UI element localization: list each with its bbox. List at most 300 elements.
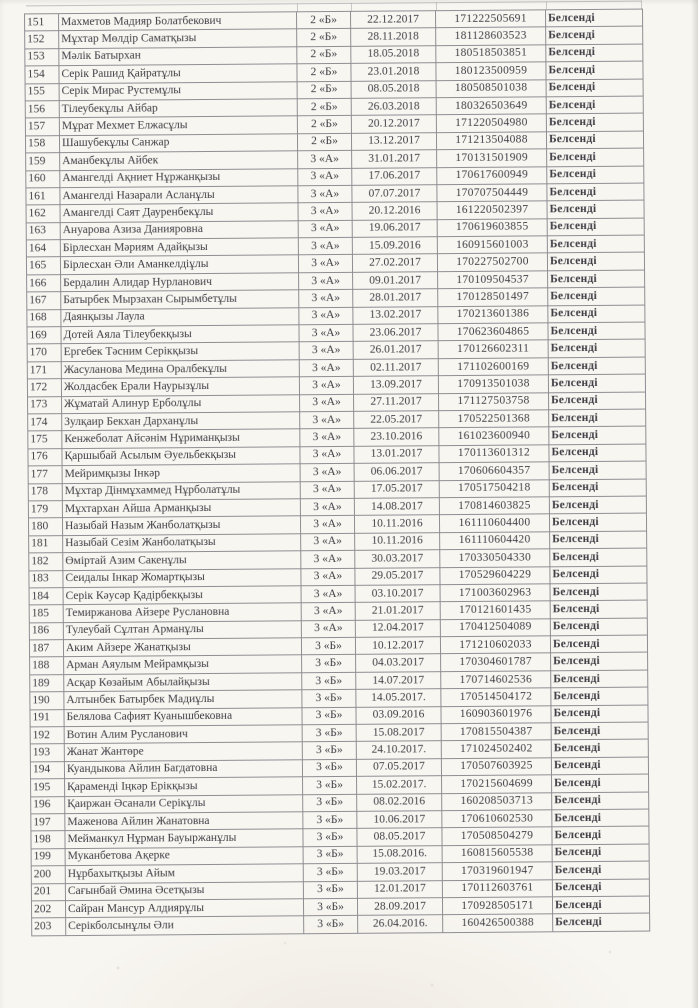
birthdate-cell: 18.05.2018	[351, 45, 436, 63]
birthdate-cell: 28.01.2017	[353, 289, 438, 307]
row-number-cell: 186	[29, 622, 63, 640]
row-number-cell: 189	[30, 674, 64, 692]
status-cell: Белсенді	[549, 426, 646, 444]
status-cell: Белсенді	[548, 287, 645, 305]
class-cell: 3 «А»	[299, 272, 353, 290]
class-cell: 3 «А»	[299, 307, 353, 325]
student-name-cell: Мұрат Мехмет Елжасұлы	[59, 116, 297, 135]
student-name-cell: Серікболсынұлы Әли	[66, 916, 304, 935]
student-name-cell: Аким Айзере Жанатқызы	[63, 638, 301, 657]
class-cell: 2 «Б»	[297, 81, 351, 99]
iin-number-cell: 170508504279	[442, 827, 552, 845]
student-name-cell: Бірлесхан Әли Аманкелдіұлы	[60, 255, 298, 274]
row-number-cell: 177	[28, 466, 62, 484]
class-cell: 2 «Б»	[297, 46, 351, 64]
student-name-cell: Амангелді Назарали Асланұлы	[60, 186, 298, 205]
student-name-cell: Амангелді Саят Дауренбекұлы	[60, 203, 298, 222]
status-cell: Белсенді	[547, 183, 644, 201]
student-name-cell: Куандыкова Айлин Багдатовна	[64, 760, 302, 779]
row-number-cell: 155	[25, 83, 59, 101]
row-number-cell: 171	[27, 361, 61, 379]
status-cell: Белсенді	[550, 548, 647, 566]
iin-number-cell: 170112603761	[442, 879, 552, 897]
birthdate-cell: 08.05.2018	[351, 80, 436, 98]
row-number-cell: 172	[27, 379, 61, 397]
student-name-cell: Асқар Көзайым Абылайқызы	[64, 673, 302, 692]
class-cell: 3 «А»	[301, 533, 355, 551]
row-number-cell: 199	[31, 848, 65, 866]
iin-number-cell: 170121601435	[440, 601, 550, 619]
birthdate-cell: 09.01.2017	[353, 272, 438, 290]
status-cell: Белсенді	[552, 809, 649, 827]
iin-number-cell: 170507603925	[441, 758, 551, 776]
status-cell: Белсенді	[549, 513, 646, 531]
row-number-cell: 181	[29, 535, 63, 553]
birthdate-cell: 26.04.2016.	[358, 915, 443, 933]
status-cell: Белсенді	[548, 339, 645, 357]
iin-number-cell: 161220502397	[437, 201, 547, 219]
iin-number-cell: 171003602963	[440, 584, 550, 602]
row-number-cell: 157	[25, 118, 59, 136]
student-name-cell: Ергебек Тәсним Серікқызы	[61, 342, 299, 361]
class-cell: 3 «Б»	[303, 829, 357, 847]
class-cell: 3 «Б»	[302, 759, 356, 777]
status-cell: Белсенді	[546, 79, 643, 97]
birthdate-cell: 23.10.2016	[354, 428, 439, 446]
row-number-cell: 191	[30, 709, 64, 727]
birthdate-cell: 03.10.2017	[355, 585, 440, 603]
status-cell: Белсенді	[551, 687, 648, 705]
class-cell: 3 «А»	[301, 585, 355, 603]
birthdate-cell: 20.12.2017	[351, 115, 436, 133]
status-cell: Белсенді	[551, 705, 648, 723]
student-name-cell: Алтынбек Батырбек Мадиұлы	[64, 690, 302, 709]
row-number-cell: 162	[26, 205, 60, 223]
status-cell: Белсенді	[551, 757, 648, 775]
iin-number-cell: 170126602311	[438, 340, 548, 358]
class-cell: 3 «А»	[300, 411, 354, 429]
status-cell: Белсенді	[546, 113, 643, 131]
status-cell: Белсенді	[552, 896, 649, 914]
row-number-cell: 185	[29, 605, 63, 623]
iin-number-cell: 170514504172	[441, 688, 551, 706]
iin-number-cell: 170913501038	[438, 375, 548, 393]
class-cell: 3 «Б»	[302, 707, 356, 725]
birthdate-cell: 08.05.2017	[357, 828, 442, 846]
class-cell: 3 «А»	[300, 446, 354, 464]
birthdate-cell: 23.01.2018	[351, 63, 436, 81]
iin-number-cell: 161110604400	[439, 514, 549, 532]
status-cell: Белсенді	[552, 879, 649, 897]
birthdate-cell: 14.07.2017	[356, 672, 441, 690]
class-cell: 3 «Б»	[303, 846, 357, 864]
iin-number-cell: 180508501038	[436, 79, 546, 97]
birthdate-cell: 10.12.2017	[355, 637, 440, 655]
student-table-body	[25, 9, 650, 936]
birthdate-cell: 26.03.2018	[351, 98, 436, 116]
iin-number-cell: 170128501497	[438, 288, 548, 306]
status-cell: Белсенді	[550, 583, 647, 601]
row-number-cell: 192	[30, 727, 64, 745]
student-name-cell: Амангелді Ақниет Нұржанқызы	[60, 168, 298, 187]
birthdate-cell: 02.11.2017	[353, 358, 438, 376]
iin-number-cell: 180518503851	[436, 45, 546, 63]
status-cell: Белсенді	[547, 235, 644, 253]
status-cell: Белсенді	[545, 9, 642, 27]
birthdate-cell: 10.06.2017	[357, 811, 442, 829]
birthdate-cell: 08.02.2016	[357, 793, 442, 811]
birthdate-cell: 14.08.2017	[354, 498, 439, 516]
iin-number-cell: 180326503649	[436, 97, 546, 115]
status-cell: Белсенді	[550, 635, 647, 653]
status-cell: Белсенді	[549, 409, 646, 427]
student-name-cell: Серік Рашид Қайратұлы	[59, 64, 297, 83]
status-cell: Белсенді	[549, 461, 646, 479]
class-cell: 3 «Б»	[303, 811, 357, 829]
birthdate-cell: 14.05.2017.	[356, 689, 441, 707]
previous-row-divider-remnant	[297, 3, 298, 11]
birthdate-cell: 19.06.2017	[352, 219, 437, 237]
student-name-cell: Өміртай Азим Сакенұлы	[63, 551, 301, 570]
class-cell: 3 «Б»	[303, 863, 357, 881]
status-cell: Белсенді	[549, 479, 646, 497]
student-name-cell: Бердалин Алидар Нурланович	[61, 273, 299, 292]
status-cell: Белсенді	[547, 253, 644, 271]
status-cell: Белсенді	[548, 270, 645, 288]
student-name-cell: Дотей Аяла Тілеубекқызы	[61, 325, 299, 344]
birthdate-cell: 17.06.2017	[352, 167, 437, 185]
row-number-cell: 153	[25, 48, 59, 66]
iin-number-cell: 161023600940	[439, 427, 549, 445]
iin-number-cell: 170113601312	[439, 445, 549, 463]
birthdate-cell: 28.11.2018	[351, 28, 436, 46]
iin-number-cell: 170412504089	[440, 618, 550, 636]
status-cell: Белсенді	[550, 566, 647, 584]
student-name-cell: Серік Кәусәр Қадірбекқызы	[63, 586, 301, 605]
birthdate-cell: 26.01.2017	[353, 341, 438, 359]
status-cell: Белсенді	[546, 44, 643, 62]
birthdate-cell: 24.10.2017.	[356, 741, 441, 759]
status-cell: Белсенді	[551, 739, 648, 757]
row-number-cell: 174	[28, 414, 62, 432]
birthdate-cell: 15.08.2017	[356, 724, 441, 742]
class-cell: 3 «А»	[301, 568, 355, 586]
birthdate-cell: 03.09.2016	[356, 706, 441, 724]
student-name-cell: Мәлік Батырхан	[59, 47, 297, 66]
birthdate-cell: 30.03.2017	[355, 550, 440, 568]
iin-number-cell: 170928505171	[442, 897, 552, 915]
iin-number-cell: 170330504330	[440, 549, 550, 567]
status-cell: Белсенді	[550, 618, 647, 636]
row-number-cell: 187	[29, 640, 63, 658]
status-cell: Белсенді	[552, 826, 649, 844]
birthdate-cell: 22.05.2017	[354, 411, 439, 429]
iin-number-cell: 170707504449	[437, 184, 547, 202]
iin-number-cell: 171102600169	[438, 358, 548, 376]
iin-number-cell: 170617600949	[437, 166, 547, 184]
row-number-cell: 183	[29, 570, 63, 588]
student-name-cell: Арман Аяулым Мейрамқызы	[64, 655, 302, 674]
status-cell: Белсенді	[550, 531, 647, 549]
birthdate-cell: 13.09.2017	[353, 376, 438, 394]
status-cell: Белсенді	[553, 913, 650, 931]
iin-number-cell: 170304601787	[441, 653, 551, 671]
class-cell: 2 «Б»	[297, 98, 351, 116]
student-name-cell: Мұхтархан Айша Арманқызы	[62, 499, 300, 518]
student-name-cell: Жанат Жантөре	[64, 742, 302, 761]
iin-number-cell: 170109504537	[438, 271, 548, 289]
row-number-cell: 202	[31, 901, 65, 919]
birthdate-cell: 23.06.2017	[353, 324, 438, 342]
iin-number-cell: 171127503758	[439, 392, 549, 410]
birthdate-cell: 07.07.2017	[352, 185, 437, 203]
birthdate-cell: 15.09.2016	[352, 237, 437, 255]
iin-number-cell: 160208503713	[442, 792, 552, 810]
status-cell: Белсенді	[547, 200, 644, 218]
student-name-cell: Батырбек Мырзахан Сырымбетұлы	[61, 290, 299, 309]
student-name-cell: Жолдасбек Ерали Наурызұлы	[61, 377, 299, 396]
status-cell: Белсенді	[548, 357, 645, 375]
scanned-table-region	[24, 9, 649, 937]
row-number-cell: 173	[28, 396, 62, 414]
status-cell: Белсенді	[549, 496, 646, 514]
iin-number-cell: 170131501909	[437, 149, 547, 167]
status-cell: Белсенді	[551, 653, 648, 671]
class-cell: 3 «А»	[300, 429, 354, 447]
class-cell: 3 «Б»	[304, 916, 358, 934]
birthdate-cell: 07.05.2017	[356, 758, 441, 776]
birthdate-cell: 22.12.2017	[351, 11, 436, 29]
row-number-cell: 179	[28, 501, 62, 519]
birthdate-cell: 10.11.2016	[354, 515, 439, 533]
status-cell: Белсенді	[548, 322, 645, 340]
class-cell: 3 «А»	[300, 394, 354, 412]
status-cell: Белсенді	[546, 61, 643, 79]
student-name-cell: Сағынбай Әмина Әсетқызы	[65, 881, 303, 900]
row-number-cell: 193	[30, 744, 64, 762]
student-name-cell: Бірлесхан Мәриям Адайқызы	[60, 238, 298, 257]
birthdate-cell: 15.08.2016.	[357, 845, 442, 863]
previous-row-bottom-border-remnant	[26, 1, 642, 7]
status-cell: Белсенді	[551, 722, 648, 740]
iin-number-cell: 161110604420	[440, 532, 550, 550]
row-number-cell: 168	[27, 309, 61, 327]
birthdate-cell: 17.05.2017	[354, 480, 439, 498]
row-number-cell: 182	[29, 553, 63, 571]
class-cell: 2 «Б»	[297, 133, 351, 151]
student-name-cell: Мейримқызы Інкәр	[62, 464, 300, 483]
class-cell: 3 «А»	[301, 550, 355, 568]
status-cell: Белсенді	[552, 844, 649, 862]
student-name-cell: Жасуланова Медина Оралбекұлы	[61, 360, 299, 379]
iin-number-cell: 171222505691	[436, 10, 546, 28]
class-cell: 3 «Б»	[302, 690, 356, 708]
row-number-cell: 178	[28, 483, 62, 501]
row-number-cell: 180	[28, 518, 62, 536]
status-cell: Белсенді	[550, 600, 647, 618]
iin-number-cell: 160915601003	[437, 236, 547, 254]
row-number-cell: 166	[27, 275, 61, 293]
row-number-cell: 160	[26, 170, 60, 188]
class-cell: 3 «Б»	[303, 881, 357, 899]
iin-number-cell: 170610602530	[442, 810, 552, 828]
row-number-cell: 197	[31, 814, 65, 832]
student-name-cell: Маженова Айлин Жанатовна	[65, 812, 303, 831]
previous-row-right-border-remnant	[641, 1, 642, 9]
iin-number-cell: 170319601947	[442, 862, 552, 880]
iin-number-cell: 170814603825	[439, 497, 549, 515]
student-name-cell: Ануарова Азиза Данияровна	[60, 220, 298, 239]
class-cell: 3 «А»	[299, 377, 353, 395]
birthdate-cell: 27.11.2017	[354, 393, 439, 411]
iin-number-cell: 170623604865	[438, 323, 548, 341]
class-cell: 3 «А»	[300, 464, 354, 482]
row-number-cell: 152	[25, 31, 59, 49]
class-cell: 3 «А»	[300, 516, 354, 534]
status-cell: Белсенді	[548, 374, 645, 392]
status-cell: Белсенді	[549, 392, 646, 410]
previous-row-divider-remnant	[436, 2, 437, 10]
class-cell: 3 «А»	[299, 342, 353, 360]
status-cell: Белсенді	[549, 444, 646, 462]
class-cell: 3 «А»	[299, 324, 353, 342]
status-cell: Белсенді	[552, 792, 649, 810]
iin-number-cell: 160815605538	[442, 845, 552, 863]
status-cell: Белсенді	[552, 774, 649, 792]
row-number-cell: 195	[31, 779, 65, 797]
student-name-cell: Қараменді Іңкәр Ерікқызы	[65, 777, 303, 796]
row-number-cell: 194	[30, 761, 64, 779]
status-cell: Белсенді	[546, 96, 643, 114]
iin-number-cell: 170213601386	[438, 305, 548, 323]
iin-number-cell: 170517504218	[439, 479, 549, 497]
birthdate-cell: 27.02.2017	[352, 254, 437, 272]
iin-number-cell: 171024502402	[441, 740, 551, 758]
row-number-cell: 170	[27, 344, 61, 362]
class-cell: 2 «Б»	[297, 64, 351, 82]
birthdate-cell: 10.11.2016	[355, 532, 440, 550]
row-number-cell: 201	[31, 883, 65, 901]
iin-number-cell: 171213504088	[436, 132, 546, 150]
iin-number-cell: 171210602033	[440, 636, 550, 654]
status-cell: Белсенді	[546, 26, 643, 44]
row-number-cell: 196	[31, 796, 65, 814]
class-cell: 3 «А»	[301, 620, 355, 638]
iin-number-cell: 170606604357	[439, 462, 549, 480]
class-cell: 3 «А»	[298, 168, 352, 186]
status-cell: Белсенді	[547, 166, 644, 184]
row-number-cell: 203	[32, 918, 66, 936]
status-cell: Белсенді	[547, 218, 644, 236]
row-number-cell: 169	[27, 327, 61, 345]
row-number-cell: 165	[26, 257, 60, 275]
row-number-cell: 176	[28, 448, 62, 466]
student-name-cell: Сеидалы Інкар Жомартқызы	[63, 568, 301, 587]
class-cell: 3 «А»	[298, 220, 352, 238]
class-cell: 2 «Б»	[297, 116, 351, 134]
class-cell: 3 «А»	[298, 185, 352, 203]
student-name-cell: Вотин Алим Русланович	[64, 725, 302, 744]
class-cell: 3 «А»	[298, 150, 352, 168]
student-name-cell: Нұрбахытқызы Айым	[65, 864, 303, 883]
student-name-cell: Назыбай Сезім Жанболатқызы	[63, 533, 301, 552]
student-name-cell: Кенжеболат Айсәнім Нұриманқызы	[62, 429, 300, 448]
iin-number-cell: 181128603523	[436, 27, 546, 45]
student-name-cell: Даянқызы Лаула	[61, 307, 299, 326]
birthdate-cell: 20.12.2016	[352, 202, 437, 220]
birthdate-cell: 06.06.2017	[354, 463, 439, 481]
status-cell: Белсенді	[552, 861, 649, 879]
row-number-cell: 184	[29, 588, 63, 606]
class-cell: 3 «А»	[298, 203, 352, 221]
class-cell: 3 «А»	[300, 498, 354, 516]
iin-number-cell: 170529604229	[440, 566, 550, 584]
row-number-cell: 164	[26, 240, 60, 258]
student-name-cell: Муканбетова Ақерке	[65, 847, 303, 866]
student-name-cell: Мұхтар Мөлдір Саматқызы	[59, 29, 297, 48]
student-name-cell: Зулқаир Бекхан Дарханұлы	[62, 412, 300, 431]
class-cell: 3 «А»	[298, 255, 352, 273]
row-number-cell: 163	[26, 222, 60, 240]
birthdate-cell: 04.03.2017	[356, 654, 441, 672]
birthdate-cell: 21.01.2017	[355, 602, 440, 620]
class-cell: 3 «А»	[299, 359, 353, 377]
iin-number-cell: 170215604699	[442, 775, 552, 793]
student-name-cell: Мейманкул Нұрман Бауыржанұлы	[65, 829, 303, 848]
class-cell: 3 «А»	[298, 237, 352, 255]
birthdate-cell: 12.04.2017	[355, 619, 440, 637]
table-row	[32, 913, 650, 935]
birthdate-cell: 13.01.2017	[354, 445, 439, 463]
class-cell: 3 «Б»	[302, 724, 356, 742]
student-name-cell: Тілеубекұлы Айбар	[59, 99, 297, 118]
iin-number-cell: 170815504387	[441, 723, 551, 741]
status-cell: Белсенді	[551, 670, 648, 688]
student-name-cell: Тулеубай Сұлтан Арманұлы	[63, 620, 301, 639]
class-cell: 2 «Б»	[297, 11, 351, 29]
birthdate-cell: 12.01.2017	[357, 880, 442, 898]
row-number-cell: 161	[26, 188, 60, 206]
student-name-cell: Қаиржан Әсанали Серікұлы	[65, 794, 303, 813]
student-name-cell: Мұхтар Дінмұхаммед Нұрболатұлы	[62, 481, 300, 500]
class-cell: 3 «А»	[300, 481, 354, 499]
row-number-cell: 151	[25, 14, 59, 32]
class-cell: 2 «Б»	[297, 29, 351, 47]
birthdate-cell: 28.09.2017	[357, 898, 442, 916]
student-name-cell: Шашубекұлы Санжар	[59, 134, 297, 153]
birthdate-cell: 15.02.2017.	[357, 776, 442, 794]
row-number-cell: 154	[25, 66, 59, 84]
row-number-cell: 190	[30, 692, 64, 710]
row-number-cell: 188	[30, 657, 64, 675]
student-name-cell: Аманбекұлы Айбек	[60, 151, 298, 170]
row-number-cell: 167	[27, 292, 61, 310]
student-roster-table	[24, 9, 650, 937]
iin-number-cell: 171220504980	[436, 114, 546, 132]
student-name-cell: Махметов Мадияр Болатбекович	[59, 12, 297, 31]
status-cell: Белсенді	[548, 305, 645, 323]
class-cell: 3 «Б»	[302, 742, 356, 760]
class-cell: 3 «Б»	[303, 898, 357, 916]
student-name-cell: Белялова Сафият Куанышбековна	[64, 707, 302, 726]
row-number-cell: 198	[31, 831, 65, 849]
row-number-cell: 159	[26, 153, 60, 171]
student-name-cell: Жұматай Алинур Ерболұлы	[62, 394, 300, 413]
row-number-cell: 156	[25, 101, 59, 119]
status-cell: Белсенді	[546, 131, 643, 149]
status-cell: Белсенді	[547, 148, 644, 166]
class-cell: 3 «Б»	[303, 777, 357, 795]
